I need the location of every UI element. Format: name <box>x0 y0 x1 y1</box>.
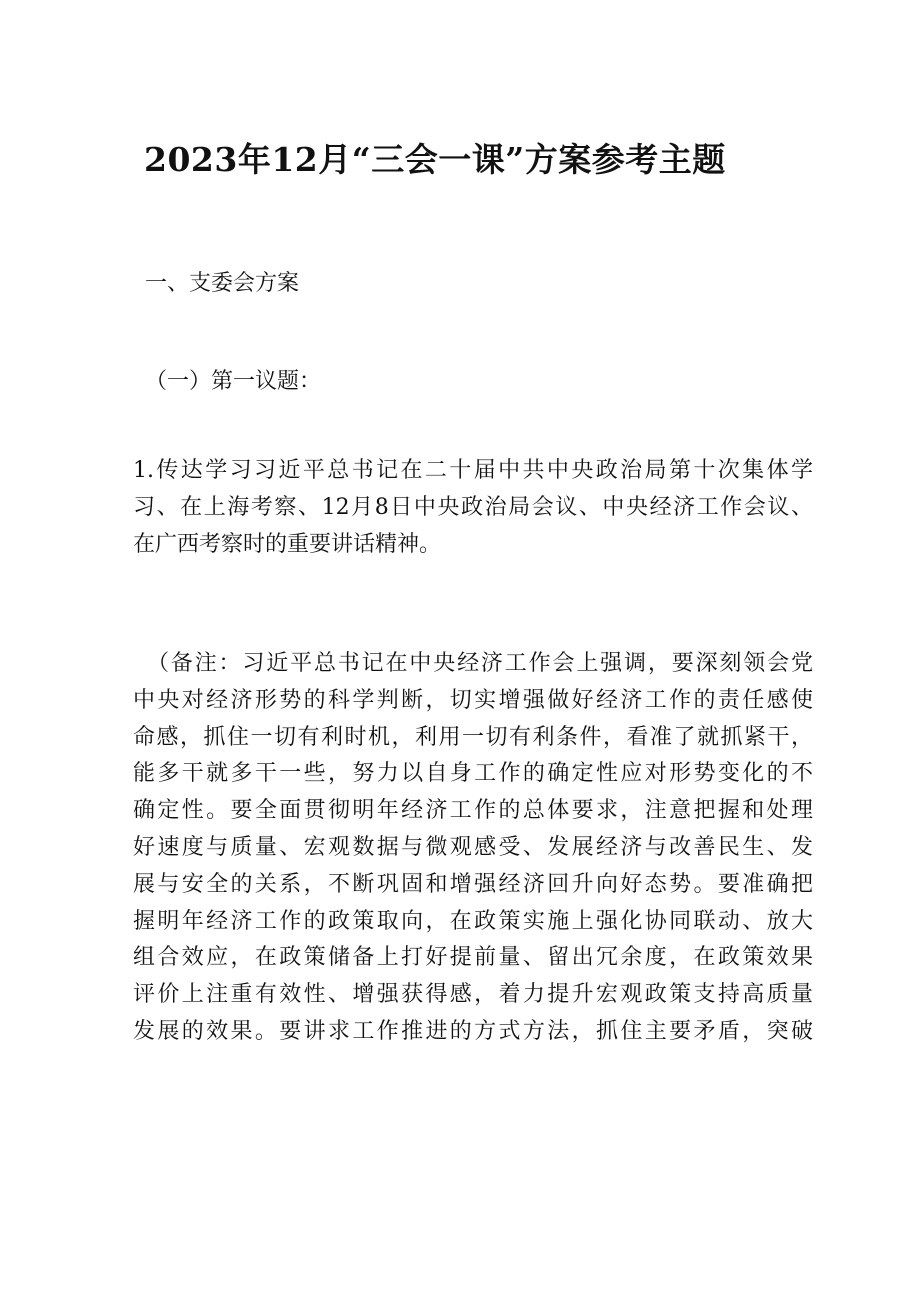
paragraph-item-1 <box>133 453 813 563</box>
paragraph-line: 1.传达学习习近平总书记在二十届中共中央政治局第十次集体学 <box>133 458 813 483</box>
paragraph-line: 习、在上海考察、12月8日中央政治局会议、中央经济工作会议、 <box>133 494 813 520</box>
subsection-heading: （一）第一议题： <box>145 369 322 394</box>
paragraph-line: 握明年经济工作的政策取向，在政策实施上强化协同联动、放大 <box>133 908 813 934</box>
paragraph-line: 组合效应，在政策储备上打好提前量、留出冗余度，在政策效果 <box>133 945 813 971</box>
paragraph-line: 在广西考察时的重要讲话精神。 <box>133 531 442 557</box>
paragraph-line: 好速度与质量、宏观数据与微观感受、发展经济与改善民生、发 <box>133 834 813 860</box>
paragraph-line: 展与安全的关系，不断巩固和增强经济回升向好态势。要准确把 <box>133 871 813 897</box>
paragraph-note <box>133 646 813 1051</box>
document-title: 2023年12月“三会一课”方案参考主题 <box>144 140 726 179</box>
paragraph-line: 发展的效果。要讲求工作推进的方式方法，抓住主要矛盾，突破 <box>133 1018 813 1044</box>
paragraph-line: 能多干就多干一些，努力以自身工作的确定性应对形势变化的不 <box>133 761 813 787</box>
paragraph-line: 确定性。要全面贯彻明年经济工作的总体要求，注意把握和处理 <box>133 798 813 824</box>
paragraph-line: 中央对经济形势的科学判断，切实增强做好经济工作的责任感使 <box>133 687 813 713</box>
paragraph-line: （备注：习近平总书记在中央经济工作会上强调，要深刻领会党 <box>147 651 813 676</box>
section-heading: 一、支委会方案 <box>145 271 300 296</box>
paragraph-line: 命感，抓住一切有利时机，利用一切有利条件，看准了就抓紧干， <box>133 724 813 750</box>
paragraph-line: 评价上注重有效性、增强获得感，着力提升宏观政策支持高质量 <box>133 982 813 1008</box>
